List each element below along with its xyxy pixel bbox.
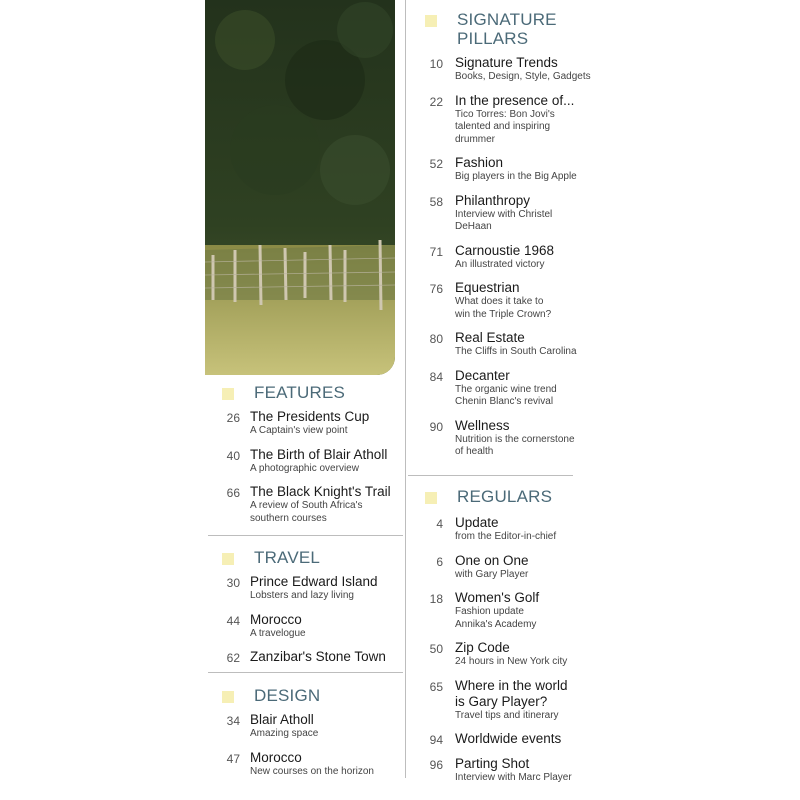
section-title bbox=[457, 10, 557, 48]
toc-entry[interactable] bbox=[425, 243, 795, 272]
entry-subtitle: from the Editor-in-chief bbox=[455, 531, 557, 542]
entry-title: Update bbox=[455, 515, 499, 530]
toc-entry[interactable] bbox=[222, 712, 402, 741]
page-number: 10 bbox=[429, 57, 443, 71]
entry-subtitle: New courses on the horizon bbox=[250, 765, 374, 777]
toc-entry[interactable] bbox=[425, 55, 795, 84]
entry-subtitle: A review of South Africa's bbox=[250, 500, 363, 511]
entry-title: Morocco bbox=[250, 749, 302, 765]
signature-pillars-section bbox=[425, 10, 795, 459]
toc-entry[interactable] bbox=[425, 640, 795, 669]
page-number: 18 bbox=[429, 592, 443, 606]
entry-subtitle: DeHaan bbox=[455, 221, 492, 232]
entry-title: Decanter bbox=[455, 367, 510, 383]
entry-title: The Black Knight's Trail bbox=[250, 484, 391, 499]
cover-photo bbox=[205, 0, 395, 375]
regulars-section bbox=[425, 487, 795, 785]
toc-entry[interactable] bbox=[425, 193, 795, 234]
entry-subtitle: Interview with Marc Player bbox=[455, 772, 572, 783]
column-divider bbox=[405, 0, 406, 778]
entry-subtitle: Fashion update bbox=[455, 606, 524, 617]
toc-entry[interactable] bbox=[222, 649, 402, 665]
section-header bbox=[425, 10, 795, 48]
section-header bbox=[425, 487, 795, 513]
entry-title: Zip Code bbox=[455, 640, 510, 655]
toc-entry[interactable] bbox=[222, 612, 402, 641]
entry-subtitle: The organic wine trend bbox=[455, 383, 557, 395]
page-number: 6 bbox=[436, 554, 443, 569]
entry-title: In the presence of... bbox=[455, 92, 575, 108]
entry-subtitle: Chenin Blanc's revival bbox=[455, 396, 554, 407]
divider-pillars-regulars bbox=[408, 475, 573, 476]
section-header bbox=[222, 686, 402, 712]
toc-entry[interactable] bbox=[222, 409, 402, 438]
entry-subtitle: Annika's Academy bbox=[455, 618, 537, 630]
entry-subtitle: Big players in the Big Apple bbox=[455, 171, 577, 182]
entry-title: Morocco bbox=[250, 611, 302, 627]
divider-travel-design bbox=[208, 672, 403, 673]
entry-subtitle: southern courses bbox=[250, 512, 327, 524]
page-number: 71 bbox=[429, 244, 443, 259]
page-number: 22 bbox=[429, 94, 443, 109]
toc-entry[interactable] bbox=[222, 574, 402, 603]
entry-title: Wellness bbox=[455, 417, 510, 433]
page-number: 47 bbox=[226, 751, 240, 766]
entry-title: Blair Atholl bbox=[250, 712, 314, 727]
entry-subtitle: What does it take to bbox=[455, 296, 544, 307]
toc-entry[interactable] bbox=[425, 590, 795, 631]
toc-entry[interactable] bbox=[222, 447, 402, 476]
entry-subtitle: The Cliffs in South Carolina bbox=[455, 346, 577, 357]
divider-features-travel bbox=[208, 535, 403, 536]
entry-subtitle: An illustrated victory bbox=[455, 258, 545, 270]
section-title: TRAVEL bbox=[254, 548, 321, 567]
toc-entry[interactable] bbox=[425, 93, 795, 147]
section-title-line1: SIGNATURE bbox=[457, 10, 557, 29]
section-title: REGULARS bbox=[457, 487, 553, 506]
page-number: 50 bbox=[429, 642, 443, 656]
features-section bbox=[222, 383, 402, 525]
entry-subtitle: with Gary Player bbox=[455, 568, 529, 580]
entry-subtitle: talented and inspiring bbox=[455, 121, 551, 132]
toc-entry[interactable] bbox=[425, 678, 795, 723]
section-square-icon bbox=[222, 691, 234, 703]
toc-entry[interactable] bbox=[425, 280, 795, 321]
toc-entry[interactable] bbox=[425, 368, 795, 409]
page-number: 34 bbox=[226, 714, 240, 728]
entry-subtitle: Travel tips and itinerary bbox=[455, 709, 559, 721]
page-number: 30 bbox=[226, 576, 240, 590]
entry-subtitle: A travelogue bbox=[250, 627, 306, 639]
section-header bbox=[222, 383, 402, 409]
toc-entry[interactable] bbox=[425, 515, 795, 544]
entry-subtitle: A Captain's view point bbox=[250, 425, 348, 436]
page-number: 62 bbox=[226, 651, 240, 665]
section-square-icon bbox=[425, 492, 437, 504]
page-number: 44 bbox=[226, 613, 240, 628]
design-section bbox=[222, 686, 402, 778]
toc-entry[interactable] bbox=[425, 418, 795, 459]
page-number: 96 bbox=[429, 758, 443, 772]
page-number: 66 bbox=[226, 486, 240, 500]
entry-title: Real Estate bbox=[455, 330, 525, 345]
page-number: 94 bbox=[429, 733, 443, 747]
section-header bbox=[222, 548, 402, 574]
entry-title: Worldwide events bbox=[455, 731, 562, 746]
page-number: 84 bbox=[429, 369, 443, 384]
toc-entry[interactable] bbox=[425, 330, 795, 359]
toc-entry[interactable] bbox=[425, 756, 795, 785]
entry-subtitle: Lobsters and lazy living bbox=[250, 590, 354, 601]
page-number: 65 bbox=[429, 679, 443, 694]
entry-subtitle: Amazing space bbox=[250, 728, 319, 739]
section-square-icon bbox=[222, 553, 234, 565]
entry-subtitle: 24 hours in New York city bbox=[455, 656, 568, 667]
entry-subtitle: win the Triple Crown? bbox=[455, 308, 552, 320]
section-title-line2: PILLARS bbox=[457, 29, 529, 48]
entry-subtitle: Interview with Christel bbox=[455, 208, 553, 220]
page-number: 80 bbox=[429, 332, 443, 346]
toc-entry[interactable] bbox=[222, 484, 402, 525]
page-number: 26 bbox=[226, 411, 240, 425]
entry-title: The Birth of Blair Atholl bbox=[250, 446, 388, 462]
page-number: 4 bbox=[436, 517, 443, 531]
travel-section bbox=[222, 548, 402, 665]
entry-title: Zanzibar's Stone Town bbox=[250, 649, 386, 664]
section-square-icon bbox=[222, 388, 234, 400]
entry-title: Women's Golf bbox=[455, 590, 540, 605]
entry-title: Where in the world is Gary Player? bbox=[455, 677, 568, 709]
entry-title: Fashion bbox=[455, 155, 504, 170]
entry-title: The Presidents Cup bbox=[250, 409, 370, 424]
entry-title: Signature Trends bbox=[455, 55, 558, 70]
entry-title: Philanthropy bbox=[455, 192, 531, 208]
entry-subtitle: Tico Torres: Bon Jovi's bbox=[455, 108, 555, 120]
entry-subtitle: drummer bbox=[455, 133, 496, 145]
entry-subtitle: Nutrition is the cornerstone bbox=[455, 433, 575, 445]
entry-title: Parting Shot bbox=[455, 756, 530, 771]
toc-entry[interactable] bbox=[222, 750, 402, 779]
page-number: 58 bbox=[429, 194, 443, 209]
entry-title: One on One bbox=[455, 552, 529, 568]
section-square-icon bbox=[425, 15, 437, 27]
page-number: 76 bbox=[429, 282, 443, 296]
toc-entry[interactable] bbox=[425, 731, 795, 747]
page-number: 90 bbox=[429, 419, 443, 434]
entry-subtitle: A photographic overview bbox=[250, 462, 359, 474]
entry-subtitle: of health bbox=[455, 446, 494, 457]
entry-subtitle: Books, Design, Style, Gadgets bbox=[455, 71, 591, 82]
entry-title: Carnoustie 1968 bbox=[455, 242, 555, 258]
section-title: DESIGN bbox=[254, 686, 321, 705]
toc-entry[interactable] bbox=[425, 155, 795, 184]
entry-title: Prince Edward Island bbox=[250, 574, 378, 589]
toc-entry[interactable] bbox=[425, 553, 795, 582]
section-title: FEATURES bbox=[254, 383, 346, 402]
page-number: 52 bbox=[429, 157, 443, 171]
page-number: 40 bbox=[226, 448, 240, 463]
entry-title: Equestrian bbox=[455, 280, 520, 295]
